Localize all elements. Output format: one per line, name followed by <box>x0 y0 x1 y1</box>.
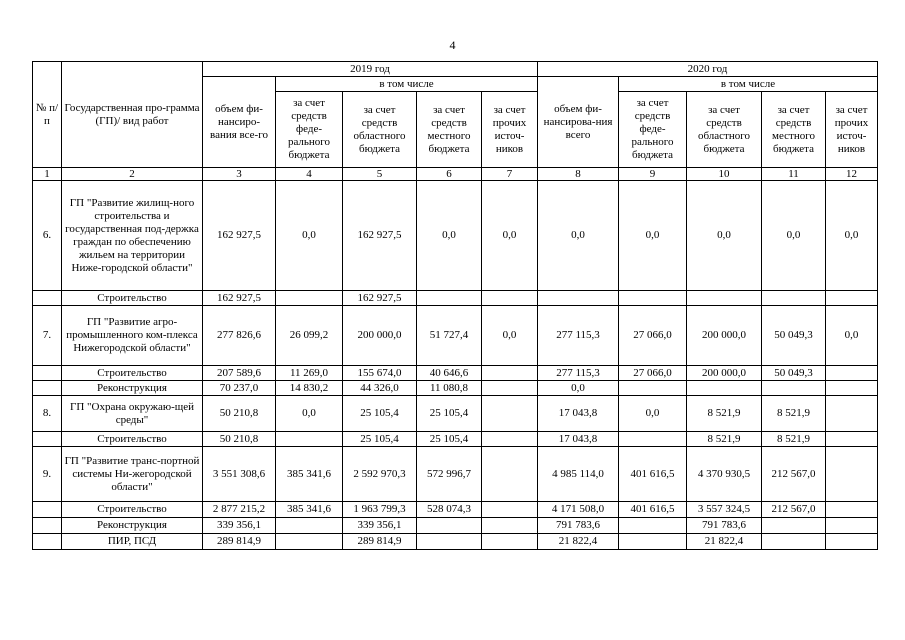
row-value <box>619 534 687 550</box>
row-value <box>482 447 538 502</box>
row-value: 2 877 215,2 <box>203 502 276 518</box>
row-value: 4 370 930,5 <box>687 447 762 502</box>
row-value <box>276 432 343 447</box>
row-value <box>276 291 343 306</box>
row-value <box>482 518 538 534</box>
row-value: 277 115,3 <box>538 306 619 366</box>
row-value: 0,0 <box>762 181 826 291</box>
row-value: 26 099,2 <box>276 306 343 366</box>
row-value <box>687 291 762 306</box>
header-local-2019: за счет средств местного бюджета <box>417 92 482 168</box>
row-value: 791 783,6 <box>538 518 619 534</box>
column-number: 12 <box>826 168 878 181</box>
row-value: 162 927,5 <box>203 181 276 291</box>
row-value: 0,0 <box>538 181 619 291</box>
row-value: 339 356,1 <box>343 518 417 534</box>
row-value <box>826 396 878 432</box>
row-value: 51 727,4 <box>417 306 482 366</box>
row-value: 212 567,0 <box>762 447 826 502</box>
row-program-name: ГП "Развитие жилищ-ного строительства и государственная под-держка граждан по обеспечению жильем на территории Ниже-городской области" <box>62 181 203 291</box>
row-value: 11 269,0 <box>276 366 343 381</box>
header-total-2019: объем фи-нансиро-вания все-го <box>203 77 276 168</box>
row-value: 27 066,0 <box>619 366 687 381</box>
row-value <box>826 502 878 518</box>
header-other-2020: за счет прочих источ-ников <box>826 92 878 168</box>
column-number: 11 <box>762 168 826 181</box>
row-number <box>33 518 62 534</box>
row-program-name: ГП "Развитие агро-промышленного ком-плекса Нижегородской области" <box>62 306 203 366</box>
row-program-name: Строительство <box>62 502 203 518</box>
header-total-2020: объем фи-нансирова-ния всего <box>538 77 619 168</box>
header-local-2020: за счет средств местного бюджета <box>762 92 826 168</box>
row-value: 0,0 <box>538 381 619 396</box>
table-row <box>33 366 878 381</box>
row-value <box>826 534 878 550</box>
column-number: 9 <box>619 168 687 181</box>
row-value <box>619 518 687 534</box>
row-number: 8. <box>33 396 62 432</box>
row-number <box>33 291 62 306</box>
row-value: 0,0 <box>276 181 343 291</box>
row-value: 17 043,8 <box>538 432 619 447</box>
row-value <box>826 366 878 381</box>
row-value: 0,0 <box>619 396 687 432</box>
row-program-name: ГП "Охрана окружаю-щей среды" <box>62 396 203 432</box>
header-regional-2020: за счет средств областного бюджета <box>687 92 762 168</box>
row-number <box>33 432 62 447</box>
row-value: 3 551 308,6 <box>203 447 276 502</box>
row-value: 21 822,4 <box>687 534 762 550</box>
row-value: 2 592 970,3 <box>343 447 417 502</box>
row-value: 339 356,1 <box>203 518 276 534</box>
row-value: 4 985 114,0 <box>538 447 619 502</box>
header-incl-2020: в том числе <box>619 77 878 92</box>
row-value: 0,0 <box>826 181 878 291</box>
row-value: 40 646,6 <box>417 366 482 381</box>
table-row <box>33 396 878 432</box>
row-program-name: ПИР, ПСД <box>62 534 203 550</box>
row-value <box>826 291 878 306</box>
column-number: 4 <box>276 168 343 181</box>
row-value: 162 927,5 <box>343 291 417 306</box>
row-value: 8 521,9 <box>687 396 762 432</box>
row-value: 0,0 <box>276 396 343 432</box>
row-value <box>482 291 538 306</box>
row-value: 401 616,5 <box>619 502 687 518</box>
row-value: 0,0 <box>687 181 762 291</box>
row-value <box>619 432 687 447</box>
row-value <box>417 518 482 534</box>
row-number: 9. <box>33 447 62 502</box>
row-value <box>826 518 878 534</box>
row-value: 289 814,9 <box>203 534 276 550</box>
header-incl-2019: в том числе <box>276 77 538 92</box>
row-value: 3 557 324,5 <box>687 502 762 518</box>
row-program-name: Реконструкция <box>62 518 203 534</box>
row-number <box>33 534 62 550</box>
header-program: Государственная про-грамма (ГП)/ вид работ <box>62 62 203 168</box>
row-value: 25 105,4 <box>343 432 417 447</box>
row-program-name: Реконструкция <box>62 381 203 396</box>
row-number <box>33 381 62 396</box>
row-value: 0,0 <box>482 181 538 291</box>
column-number: 5 <box>343 168 417 181</box>
row-value <box>826 447 878 502</box>
column-number: 7 <box>482 168 538 181</box>
row-value <box>826 381 878 396</box>
row-value <box>619 381 687 396</box>
row-value <box>482 534 538 550</box>
row-value: 70 237,0 <box>203 381 276 396</box>
row-value: 27 066,0 <box>619 306 687 366</box>
row-value <box>762 291 826 306</box>
table-row <box>33 447 878 502</box>
row-value: 162 927,5 <box>203 291 276 306</box>
row-value <box>762 518 826 534</box>
row-value: 277 826,6 <box>203 306 276 366</box>
header-year-2019: 2019 год <box>203 62 538 77</box>
row-value: 162 927,5 <box>343 181 417 291</box>
row-number <box>33 366 62 381</box>
row-value: 289 814,9 <box>343 534 417 550</box>
row-value: 200 000,0 <box>687 306 762 366</box>
row-value: 200 000,0 <box>687 366 762 381</box>
table-row <box>33 291 878 306</box>
row-value: 50 210,8 <box>203 432 276 447</box>
row-value: 155 674,0 <box>343 366 417 381</box>
row-value <box>482 502 538 518</box>
table-row <box>33 502 878 518</box>
header-year-2020: 2020 год <box>538 62 878 77</box>
row-value: 207 589,6 <box>203 366 276 381</box>
header-other-2019: за счет прочих источ-ников <box>482 92 538 168</box>
row-value: 17 043,8 <box>538 396 619 432</box>
column-number: 2 <box>62 168 203 181</box>
row-program-name: Строительство <box>62 366 203 381</box>
row-value: 200 000,0 <box>343 306 417 366</box>
table-row <box>33 432 878 447</box>
row-value: 25 105,4 <box>343 396 417 432</box>
row-value: 50 049,3 <box>762 366 826 381</box>
row-value: 8 521,9 <box>762 396 826 432</box>
row-value <box>417 291 482 306</box>
row-value: 572 996,7 <box>417 447 482 502</box>
row-value <box>417 534 482 550</box>
row-value: 8 521,9 <box>762 432 826 447</box>
column-number: 10 <box>687 168 762 181</box>
column-number: 8 <box>538 168 619 181</box>
row-number <box>33 502 62 518</box>
row-value <box>619 291 687 306</box>
header-regional-2019: за счет средств областного бюджета <box>343 92 417 168</box>
row-value: 0,0 <box>619 181 687 291</box>
column-number-row <box>33 168 878 181</box>
row-value <box>538 291 619 306</box>
row-value: 791 783,6 <box>687 518 762 534</box>
column-number: 3 <box>203 168 276 181</box>
row-value: 401 616,5 <box>619 447 687 502</box>
row-value: 50 210,8 <box>203 396 276 432</box>
column-number: 1 <box>33 168 62 181</box>
row-number: 7. <box>33 306 62 366</box>
row-value <box>826 432 878 447</box>
row-value: 14 830,2 <box>276 381 343 396</box>
header-no: № п/п <box>33 62 62 168</box>
row-value <box>276 534 343 550</box>
row-program-name: Строительство <box>62 432 203 447</box>
row-value: 277 115,3 <box>538 366 619 381</box>
row-value: 44 326,0 <box>343 381 417 396</box>
row-number: 6. <box>33 181 62 291</box>
table-row <box>33 181 878 291</box>
table-row <box>33 518 878 534</box>
row-program-name: Строительство <box>62 291 203 306</box>
column-number: 6 <box>417 168 482 181</box>
row-value: 0,0 <box>417 181 482 291</box>
row-value <box>482 366 538 381</box>
row-value <box>762 381 826 396</box>
budget-table <box>32 61 878 550</box>
table-body <box>33 181 878 550</box>
row-value: 4 171 508,0 <box>538 502 619 518</box>
page-number: 4 <box>449 38 456 52</box>
row-value <box>482 396 538 432</box>
header-federal-2019: за счет средств феде-рального бюджета <box>276 92 343 168</box>
table-row <box>33 306 878 366</box>
row-value: 25 105,4 <box>417 396 482 432</box>
table-row <box>33 534 878 550</box>
row-value <box>762 534 826 550</box>
row-value <box>482 381 538 396</box>
row-value: 528 074,3 <box>417 502 482 518</box>
row-value <box>276 518 343 534</box>
row-value: 11 080,8 <box>417 381 482 396</box>
row-value: 25 105,4 <box>417 432 482 447</box>
row-value: 8 521,9 <box>687 432 762 447</box>
header-federal-2020: за счет средств феде-рального бюджета <box>619 92 687 168</box>
row-value: 21 822,4 <box>538 534 619 550</box>
row-value: 0,0 <box>482 306 538 366</box>
table-row <box>33 381 878 396</box>
row-value: 1 963 799,3 <box>343 502 417 518</box>
row-value: 0,0 <box>826 306 878 366</box>
row-program-name: ГП "Развитие транс-портной системы Ни-жегородской области" <box>62 447 203 502</box>
row-value <box>482 432 538 447</box>
row-value: 385 341,6 <box>276 447 343 502</box>
row-value: 50 049,3 <box>762 306 826 366</box>
row-value <box>687 381 762 396</box>
row-value: 385 341,6 <box>276 502 343 518</box>
row-value: 212 567,0 <box>762 502 826 518</box>
